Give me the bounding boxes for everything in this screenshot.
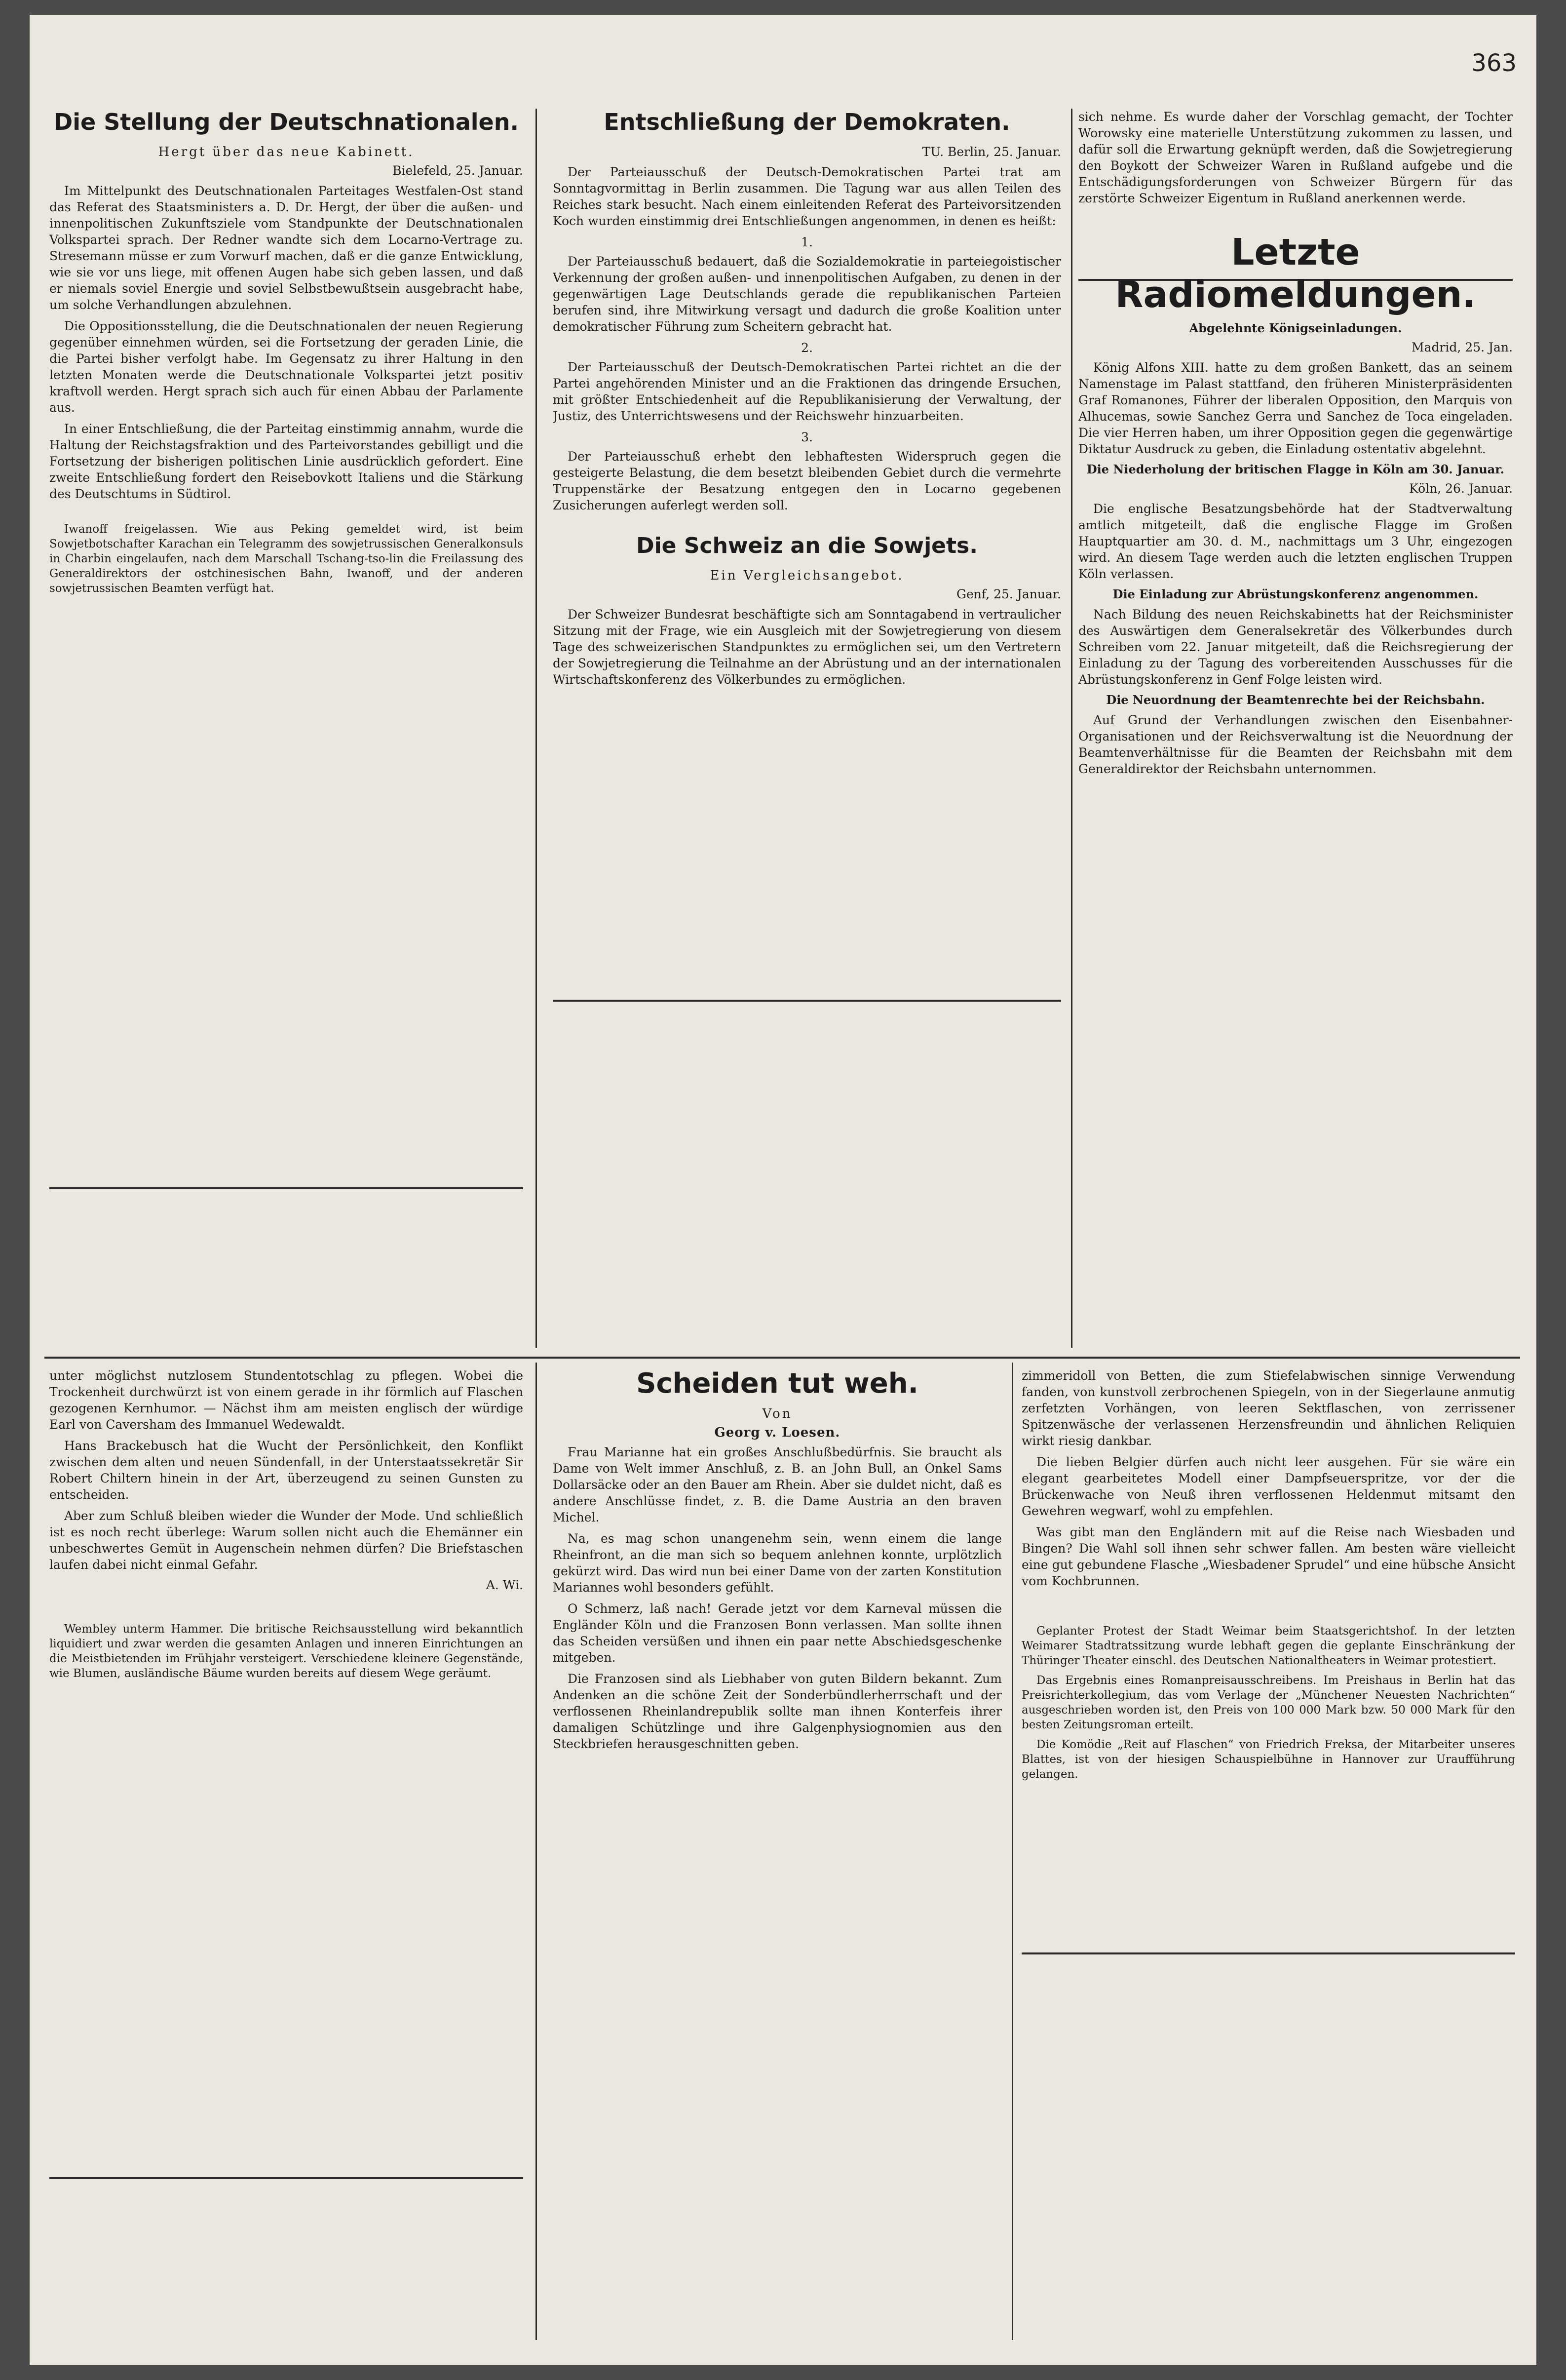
article-scheiden	[553, 1367, 1002, 2345]
byline-von: Von	[762, 1406, 793, 1421]
paragraph: Der Parteiausschuß erhebt den lebhaftesten Widerspruch gegen die gesteigerte Belastung, die dem besetzt bleibenden Gebiet durch die vermehrte Truppenstärke der Besatzung entgegen den in Locarno gegebenen Zusicherungen auferlegt werden soll.	[553, 449, 1061, 513]
paragraph: Der Schweizer Bundesrat beschäftigte sich am Sonntagabend in vertraulicher Sitzung mit der Frage, wie ein Ausgleich mit der Sowjetregierung von diesem Tage des schweizerischen Standpunktes zu ermöglichen sei, um den Vertretern der Sowjetregierung die Teilnahme an der Abrüstung und an der internationalen Wirtschaftskonferenz des Völkerbundes zu ermöglichen.	[553, 607, 1061, 687]
paragraph: Die Oppositionsstellung, die die Deutschnationalen der neuen Regierung gegenüber einnehmen würden, sei die Fortsetzung der geraden Linie, die die Partei bisher verfolgt habe. Im Gegensatz zu ihrer Haltung in den letzten Monaten werde die Deutschnationale Volkspartei jetzt positiv kraftvoll werden. Hergt sprach sich auch für einen Abbau der Parlamente aus.	[49, 319, 523, 415]
paragraph: Nach Bildung des neuen Reichskabinetts hat der Reichsminister des Auswärtigen dem Generalsekretär des Völkerbundes durch Schreiben vom 22. Januar mitgeteilt, daß die Reichsregierung der Einladung zu der Tagung des vorbereitenden Ausschusses für die Abrüstungskonferenz in Genf Folge leisten wird.	[1078, 607, 1513, 687]
paragraph: In einer Entschließung, die der Parteitag einstimmig annahm, wurde die Haltung der Reichstagsfraktion und des Parteivorstandes gebilligt und die Fortsetzung der bisherigen politischen Linie ausdrücklich gefordert. Eine zweite Entschließung fordert den Reisebovkott Italiens und die Stärkung des Deutschtums in Südtirol.	[49, 422, 523, 502]
feuilleton-continuation	[49, 1367, 523, 2345]
news-note: Das Ergebnis eines Romanpreisausschreibens. Im Preishaus in Berlin hat das Preisrichterkollegium, das vom Verlage der „Münchener Neuesten Nachrichten“ ausgeschrieben worden ist, den Preis von 100 000 Mark bzw. 50 000 Mark für den besten Zeitungsroman erteilt.	[1022, 1674, 1515, 1731]
paragraph: König Alfons XIII. hatte zu dem großen Bankett, das an seinem Namenstage im Palast stattfand, den früheren Ministerpräsidenten Graf Romanones, Führer der liberalen Opposition, den Marquis von Alhucemas, sowie Sanchez Gerra und Sanchez de Toca eingeladen. Die vier Herren haben, um ihrer Opposition gegen die gegenwärtige Diktatur Ausdruck zu geben, die Einladung ostentativ abgelehnt.	[1078, 360, 1513, 456]
column-rule	[535, 109, 537, 1348]
dateline: Genf, 25. Januar.	[956, 586, 1061, 601]
paragraph: Auf Grund der Verhandlungen zwischen den Eisenbahner-Organisationen und der Reichsverwaltung ist die Neuordnung der Beamtenverhältnisse für die Beamten der Reichsbahn mit dem Generaldirektor der Reichsbahn unternommen.	[1078, 713, 1513, 776]
section-divider	[44, 1357, 1520, 1359]
paragraph: Der Parteiausschuß der Deutsch-Demokratischen Partei trat am Sonntagvormittag in Berlin zusammen. Die Tagung war aus allen Teilen des Reiches stark besucht. Nach einem einleitenden Referat des Parteivorsitzenden Koch wurden einstimmig drei Entschließungen angenommen, in denen es heißt:	[553, 165, 1061, 229]
dateline: Bielefeld, 25. Januar.	[392, 163, 523, 178]
section-number: 1.	[801, 235, 813, 250]
article-subtitle: Hergt über das neue Kabinett.	[158, 145, 415, 160]
article-title-schweiz: Die Schweiz an die Sowjets.	[636, 533, 978, 559]
news-note: Wembley unterm Hammer. Die britische Reichsausstellung wird bekanntlich liquidiert und zwar werden die gesamten Anlagen und inneren Einrichtungen an die Meistbietenden im Frühjahr versteigert. Verschiedene kleinere Gegenstände, wie Blumen, ausländische Bäume wurden bereits auf diesem Wege geräumt.	[49, 1623, 523, 1680]
paragraph: O Schmerz, laß nach! Gerade jetzt vor dem Karneval müssen die Engländer Köln und die Franzosen Bonn verlassen. Man sollte ihnen das Scheiden versüßen und ihnen ein paar nette Abschiedsgeschenke mitgeben.	[553, 1601, 1002, 1665]
subheading: Die Neuordnung der Beamtenrechte bei der Reichsbahn.	[1106, 693, 1485, 707]
paragraph: Der Parteiausschuß bedauert, daß die Sozialdemokratie in parteiegoistischer Verkennung der großen außen- und innenpolitischen Aufgaben, zu denen in der gegenwärtigen Lage Deutschlands gerade die republikanischen Parteien berufen sind, ihre Mitwirkung versagt und dadurch die große Koalition unter demokratischer Führung zum Scheitern gebracht hat.	[553, 254, 1061, 334]
dateline: TU. Berlin, 25. Januar.	[922, 145, 1061, 159]
article-title: Entschließung der Demokraten.	[604, 109, 1010, 135]
news-note: Geplanter Protest der Stadt Weimar beim Staatsgerichtshof. In der letzten Weimarer Stadtratssitzung wurde lebhaft gegen die geplante Einschränkung der Thüringer Theater einschl. des Deutschen Nationaltheaters in Weimar protestiert.	[1022, 1625, 1515, 1667]
column-rule	[1071, 109, 1072, 1348]
dateline: Köln, 26. Januar.	[1409, 481, 1513, 496]
paragraph: Na, es mag schon unangenehm sein, wenn einem die lange Rheinfront, an die man sich so bequem anlehnen konnte, urplötzlich gekürzt wird. Das wird nun bei einer Dame von der zarten Konstitution Mariannes wohl besonders gefühlt.	[553, 1531, 1002, 1595]
paragraph: Die Franzosen sind als Liebhaber von guten Bildern bekannt. Zum Andenken an die schöne Zeit der Sonderbündlerherrschaft und der verflossenen Rheinlandrepublik sollte man ihnen Konterfeis ihrer damaligen Schützlinge und ihre Galgenphysiognomien aus den Steckbriefen herausgeschnitten geben.	[553, 1672, 1002, 1751]
paragraph: zimmeridoll von Betten, die zum Stiefelabwischen sinnige Verwendung fanden, von kunstvoll zerbrochenen Spiegeln, von in der Siegerlaune anmutig zerfetzten Vorhängen, von leeren Sektflaschen, von zerrissener Spitzenwäsche der verlassenen Herzensfreundin und ähnlichen Reliquien wirkt riesig dankbar.	[1022, 1368, 1515, 1448]
article-scheiden-continuation	[1022, 1367, 1515, 2345]
paragraph: sich nehme. Es wurde daher der Vorschlag gemacht, der Tochter Worowsky eine materielle Unterstützung zukommen zu lassen, und dafür soll die Erwartung geknüpft werden, daß die Sowjetregierung den Boykott der Schweizer Waren in Rußland aufgebe und die Entschädigungsforderungen von Schweizer Bürgern für das zerstörte Schweizer Eigentum in Rußland anerkennen werde.	[1078, 110, 1513, 205]
paragraph: Was gibt man den Engländern mit auf die Reise nach Wiesbaden und Bingen? Die Wahl soll ihnen sehr schwer fallen. Am besten wäre vielleicht eine gut gebundene Flasche „Wiesbadener Sprudel“ und eine hübsche Ansicht vom Kochbrunnen.	[1022, 1525, 1515, 1588]
subheading: Abgelehnte Königseinladungen.	[1189, 321, 1402, 335]
article-deutschnationale	[49, 109, 523, 1343]
subheading: Die Niederholung der britischen Flagge in Köln am 30. Januar.	[1086, 462, 1505, 476]
subheading: Die Einladung zur Abrüstungskonferenz angenommen.	[1112, 587, 1479, 601]
newspaper-page	[30, 15, 1536, 2365]
article-subtitle: Ein Vergleichsangebot.	[710, 568, 904, 583]
paragraph: Die lieben Belgier dürfen auch nicht leer ausgehen. Für sie wäre ein elegant gearbeitetes Modell einer Dampfseuerspritze, vor der die Brückenwache von Neuß ihren verflossenen Heldenmut mitsamt den Gewehren wegwarf, wohl zu empfehlen.	[1022, 1455, 1515, 1518]
paragraph: unter möglichst nutzlosem Stundentotschlag zu pflegen. Wobei die Trockenheit durchwürzt ist von einem gerade in ihr förmlich auf Flaschen gezogenen Kernhumor. — Nächst ihm am meisten englisch der würdige Earl von Caversham des Immanuel Wedewaldt.	[49, 1368, 523, 1432]
paragraph: Hans Brackebusch hat die Wucht der Persönlichkeit, den Konflikt zwischen dem alten und neuen Sündenfall, in der Unterstaatssekretär Sir Robert Chiltern hinein in der Art, überzeugend zu seinen Gunsten zu entscheiden.	[49, 1439, 523, 1502]
column-rule	[535, 1363, 537, 2340]
article-demokraten	[553, 109, 1061, 1348]
article-title: Die Stellung der Deutschnationalen.	[54, 109, 519, 135]
dateline: Madrid, 25. Jan.	[1411, 340, 1513, 354]
signature: A. Wi.	[486, 1578, 523, 1592]
article-title: Scheiden tut weh.	[636, 1367, 918, 1400]
section-number: 2.	[801, 341, 813, 355]
paragraph: Die englische Besatzungsbehörde hat der Stadtverwaltung amtlich mitgeteilt, daß die englische Flagge im Großen Hauptquartier am 30. d. M., nachmittags um 3 Uhr, eingezogen wird. An diesem Tage werden auch die letzten englischen Truppen Köln verlassen.	[1078, 502, 1513, 581]
author: Georg v. Loesen.	[714, 1425, 840, 1440]
paragraph: Der Parteiausschuß der Deutsch-Demokratischen Partei richtet an die der Partei angehörenden Minister und an die Fraktionen das dringende Ersuchen, mit größter Entschiedenheit auf die Republikanisierung der Verwaltung, der Justiz, des Unterrichtswesens und der Reichswehr hinzuarbeiten.	[553, 360, 1061, 424]
news-note: Iwanoff freigelassen. Wie aus Peking gemeldet wird, ist beim Sowjetbotschafter Karachan ein Telegramm des sowjetrussischen Generalkonsuls in Charbin eingelaufen, nach dem Marschall Tschang-tso-lin die Freilassung des Generaldirektors der ostchinesischen Bahn, Iwanoff, und der anderen sowjetrussischen Beamten verfügt hat.	[49, 523, 523, 595]
column-rule	[1012, 1363, 1013, 2340]
section-number: 3.	[801, 430, 813, 445]
paragraph: Aber zum Schluß bleiben wieder die Wunder der Mode. Und schließlich ist es noch recht überlege: Warum sollen nicht auch die Ehemänner ein unbeschwertes Gemüt in Augenschein nehmen dürfen? Die Briefstaschen laufen dabei nicht einmal Gefahr.	[49, 1509, 523, 1572]
page-number: 363	[1471, 49, 1517, 77]
section-title: Letzte Radiomeldungen.	[1115, 231, 1476, 316]
paragraph: Im Mittelpunkt des Deutschnationalen Parteitages Westfalen-Ost stand das Referat des Staatsministers a. D. Dr. Hergt, der über die außen- und innenpolitischen Zukunftsziele vom Standpunkte der Deutschnationalen Volkspartei sprach. Der Redner wandte sich dem Locarno-Vertrage zu. Stresemann müsse er zum Vorwurf machen, daß er die ganze Entwicklung, wie sie vor uns liege, mit offenen Augen habe sich geben lassen, und daß er niemals soviel Energie und soviel Selbstbewußtsein ausgebracht habe, um solche Verhandlungen abzulehnen.	[49, 184, 523, 312]
paragraph: Frau Marianne hat ein großes Anschlußbedürfnis. Sie braucht als Dame von Welt immer Anschluß, z. B. an John Bull, an Onkel Sams Dollarsäcke oder an den Bauer am Rhein. Aber sie duldet nicht, daß es andere Anschlüsse findet, z. B. die Dame Austria an den braven Michel.	[553, 1445, 1002, 1524]
article-radiomeldungen	[1078, 109, 1513, 1348]
news-note: Die Komödie „Reit auf Flaschen“ von Friedrich Freksa, der Mitarbeiter unseres Blattes, ist von der hiesigen Schauspielbühne in Hannover zur Uraufführung gelangen.	[1022, 1738, 1515, 1781]
